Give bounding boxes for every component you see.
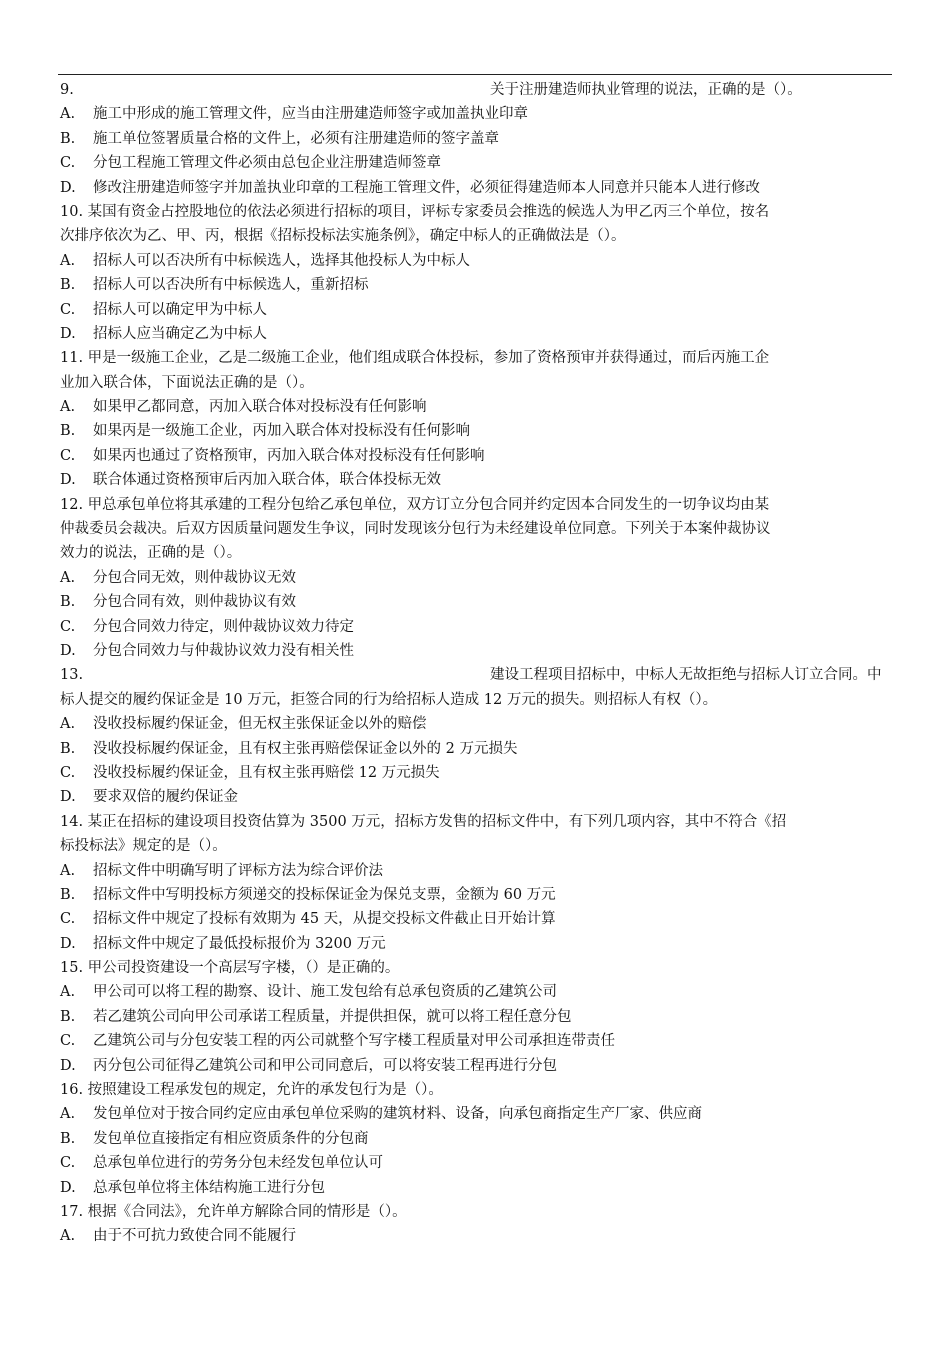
answer-option [60, 737, 892, 761]
option-letter: D. [60, 1179, 76, 1196]
answer-option [60, 298, 892, 322]
option-letter: D. [60, 1057, 76, 1074]
option-letter: C. [60, 1155, 76, 1172]
option-letter: C. [60, 911, 76, 928]
question-stem-first-line [60, 493, 892, 517]
answer-option [60, 444, 892, 468]
option-text: 招标人可以否决所有中标候选人，重新招标 [93, 277, 369, 294]
option-text: 没收投标履约保证金，且有权主张再赔偿保证金以外的 2 万元损失 [93, 740, 518, 757]
question-stem-first-line [60, 78, 892, 102]
answer-option [60, 1151, 892, 1175]
option-text: 由于不可抗力致使合同不能履行 [93, 1228, 296, 1245]
answer-option [60, 127, 892, 151]
answer-option [60, 419, 892, 443]
option-letter: C. [60, 764, 76, 781]
answer-option [60, 639, 892, 663]
answer-option [60, 468, 892, 492]
option-text: 总承包单位进行的劳务分包未经发包单位认可 [93, 1155, 383, 1172]
question-stem-text: 甲是一级施工企业，乙是二级施工企业，他们组成联合体投标，参加了资格预审并获得通过，而后丙施工企 [87, 350, 770, 367]
option-text: 没收投标履约保证金，但无权主张保证金以外的赔偿 [93, 716, 427, 733]
answer-option [60, 322, 892, 346]
option-text: 招标人应当确定乙为中标人 [93, 325, 267, 342]
option-text: 招标人可以确定甲为中标人 [93, 301, 267, 318]
answer-option [60, 932, 892, 956]
option-letter: D. [60, 325, 76, 342]
option-text: 招标文件中写明投标方须递交的投标保证金为保兑支票，金额为 60 万元 [93, 886, 556, 903]
answer-option [60, 1005, 892, 1029]
question-stem-first-line [60, 956, 892, 980]
answer-option [60, 883, 892, 907]
answer-option [60, 907, 892, 931]
option-letter: D. [60, 935, 76, 952]
option-letter: A. [60, 984, 76, 1001]
question-stem-continuation: 标投标法》规定的是（）。 [60, 838, 227, 855]
option-text: 如果甲乙都同意，丙加入联合体对投标没有任何影响 [93, 399, 427, 416]
question-number: 9. [60, 82, 74, 98]
option-text: 若乙建筑公司向甲公司承诺工程质量，并提供担保，就可以将工程任意分包 [93, 1008, 572, 1025]
question-number: 16. [60, 1082, 84, 1099]
option-text: 乙建筑公司与分包安装工程的丙公司就整个写字楼工程质量对甲公司承担连带责任 [93, 1033, 615, 1050]
question-stem-first-line [60, 346, 892, 370]
question-stem-first-line [60, 1078, 892, 1102]
answer-option [60, 1029, 892, 1053]
option-text: 招标人可以否决所有中标候选人，选择其他投标人为中标人 [93, 252, 470, 269]
answer-option [60, 102, 892, 126]
option-text: 如果丙是一级施工企业，丙加入联合体对投标没有任何影响 [93, 423, 470, 440]
question-stem-text: 建设工程项目招标中，中标人无故拒绝与招标人订立合同。中 [490, 667, 882, 684]
question-stem-continuation: 标人提交的履约保证金是 10 万元，拒签合同的行为给招标人造成 12 万元的损失。则招标人有权（）。 [60, 691, 718, 708]
option-letter: B. [60, 1008, 76, 1025]
question-stem-first-line [60, 1200, 892, 1224]
option-letter: A. [60, 862, 76, 879]
answer-option [60, 761, 892, 785]
option-text: 丙分包公司征得乙建筑公司和甲公司同意后，可以将安装工程再进行分包 [93, 1057, 557, 1074]
question-stem-text: 某国有资金占控股地位的依法必须进行招标的项目，评标专家委员会推选的候选人为甲乙丙三个单位，按名 [87, 203, 770, 220]
option-letter: B. [60, 277, 76, 294]
question-stem-text: 甲总承包单位将其承建的工程分包给乙承包单位，双方订立分包合同并约定因本合同发生的一切争议均由某 [87, 496, 770, 513]
question-number: 13. [60, 667, 84, 684]
question-stem-text: 某正在招标的建设项目投资估算为 3500 万元，招标方发售的招标文件中，有下列几项内容，其中不符合《招 [87, 813, 787, 830]
option-text: 如果丙也通过了资格预审，丙加入联合体对投标没有任何影响 [93, 447, 485, 464]
option-letter: C. [60, 618, 76, 635]
option-text: 招标文件中规定了最低投标报价为 3200 万元 [93, 935, 386, 952]
question-stem-text: 关于注册建造师执业管理的说法，正确的是（）。 [490, 82, 802, 98]
option-text: 总承包单位将主体结构施工进行分包 [93, 1179, 325, 1196]
option-letter: A. [60, 1106, 76, 1123]
answer-option [60, 273, 892, 297]
question-block [60, 78, 892, 200]
answer-option [60, 1176, 892, 1200]
question-stem-text: 按照建设工程承发包的规定，允许的承发包行为是（）。 [87, 1082, 443, 1099]
question-list [60, 78, 892, 1249]
answer-option [60, 249, 892, 273]
option-letter: B. [60, 594, 76, 611]
option-text: 要求双倍的履约保证金 [93, 789, 238, 806]
answer-option [60, 615, 892, 639]
option-letter: A. [60, 716, 76, 733]
option-letter: A. [60, 252, 76, 269]
option-text: 招标文件中明确写明了评标方法为综合评价法 [93, 862, 383, 879]
answer-option [60, 785, 892, 809]
question-number: 17. [60, 1203, 84, 1220]
option-letter: B. [60, 886, 76, 903]
question-number: 14. [60, 813, 84, 830]
question-stem-continuation: 业加入联合体，下面说法正确的是（）。 [60, 374, 314, 391]
question-block [60, 1200, 892, 1249]
option-text: 没收投标履约保证金，且有权主张再赔偿 12 万元损失 [93, 764, 440, 781]
option-text: 分包合同有效，则仲裁协议有效 [93, 594, 296, 611]
answer-option [60, 1127, 892, 1151]
option-letter: C. [60, 301, 76, 318]
header-rule [58, 74, 892, 75]
question-block [60, 810, 892, 956]
option-text: 甲公司可以将工程的勘察、设计、施工发包给有总承包资质的乙建筑公司 [93, 984, 557, 1001]
answer-option [60, 590, 892, 614]
option-text: 发包单位直接指定有相应资质条件的分包商 [93, 1130, 369, 1147]
question-block [60, 1078, 892, 1200]
option-text: 分包合同效力与仲裁协议效力没有相关性 [93, 642, 354, 659]
option-text: 施工单位签署质量合格的文件上，必须有注册建造师的签字盖章 [93, 130, 499, 147]
option-text: 联合体通过资格预审后丙加入联合体，联合体投标无效 [93, 472, 441, 489]
question-stem-first-line [60, 663, 892, 687]
answer-option [60, 859, 892, 883]
question-stem-continuation: 仲裁委员会裁决。后双方因质量问题发生争议，同时发现该分包行为未经建设单位同意。下列关于本案仲裁协议 [60, 521, 771, 538]
option-text: 分包工程施工管理文件必须由总包企业注册建造师签章 [93, 155, 441, 172]
question-stem-continuation: 效力的说法，正确的是（）。 [60, 545, 242, 562]
option-letter: A. [60, 399, 76, 416]
answer-option [60, 1054, 892, 1078]
question-block [60, 200, 892, 346]
question-number: 11. [60, 350, 84, 367]
answer-option [60, 395, 892, 419]
answer-option [60, 566, 892, 590]
option-letter: B. [60, 423, 76, 440]
option-text: 分包合同无效，则仲裁协议无效 [93, 569, 296, 586]
option-letter: B. [60, 740, 76, 757]
option-letter: C. [60, 155, 76, 172]
option-letter: D. [60, 789, 76, 806]
question-block [60, 663, 892, 809]
option-letter: B. [60, 1130, 76, 1147]
option-text: 发包单位对于按合同约定应由承包单位采购的建筑材料、设备，向承包商指定生产厂家、供应商 [93, 1106, 702, 1123]
question-block [60, 493, 892, 664]
option-letter: D. [60, 642, 76, 659]
question-stem-text: 根据《合同法》，允许单方解除合同的情形是（）。 [87, 1203, 407, 1220]
option-letter: C. [60, 447, 76, 464]
option-text: 招标文件中规定了投标有效期为 45 天，从提交投标文件截止日开始计算 [93, 911, 556, 928]
answer-option [60, 980, 892, 1004]
option-letter: C. [60, 1033, 76, 1050]
option-letter: B. [60, 130, 76, 147]
question-block [60, 956, 892, 1078]
option-letter: D. [60, 179, 76, 196]
question-stem-text: 甲公司投资建设一个高层写字楼，（）是正确的。 [87, 960, 400, 977]
answer-option [60, 712, 892, 736]
question-stem-first-line [60, 810, 892, 834]
question-block [60, 346, 892, 492]
option-letter: A. [60, 569, 76, 586]
answer-option [60, 176, 892, 200]
option-letter: D. [60, 472, 76, 489]
option-letter: A. [60, 1228, 76, 1245]
answer-option [60, 151, 892, 175]
question-number: 12. [60, 496, 84, 513]
option-letter: A. [60, 106, 76, 123]
question-number: 15. [60, 960, 84, 977]
question-number: 10. [60, 203, 84, 220]
answer-option [60, 1102, 892, 1126]
question-stem-first-line [60, 200, 892, 224]
answer-option [60, 1224, 892, 1248]
option-text: 分包合同效力待定，则仲裁协议效力待定 [93, 618, 354, 635]
option-text: 修改注册建造师签字并加盖执业印章的工程施工管理文件，必须征得建造师本人同意并只能本人进行修改 [93, 179, 760, 196]
question-stem-continuation: 次排序依次为乙、甲、丙，根据《招标投标法实施条例》，确定中标人的正确做法是（）。 [60, 228, 626, 245]
option-text: 施工中形成的施工管理文件，应当由注册建造师签字或加盖执业印章 [93, 106, 528, 123]
